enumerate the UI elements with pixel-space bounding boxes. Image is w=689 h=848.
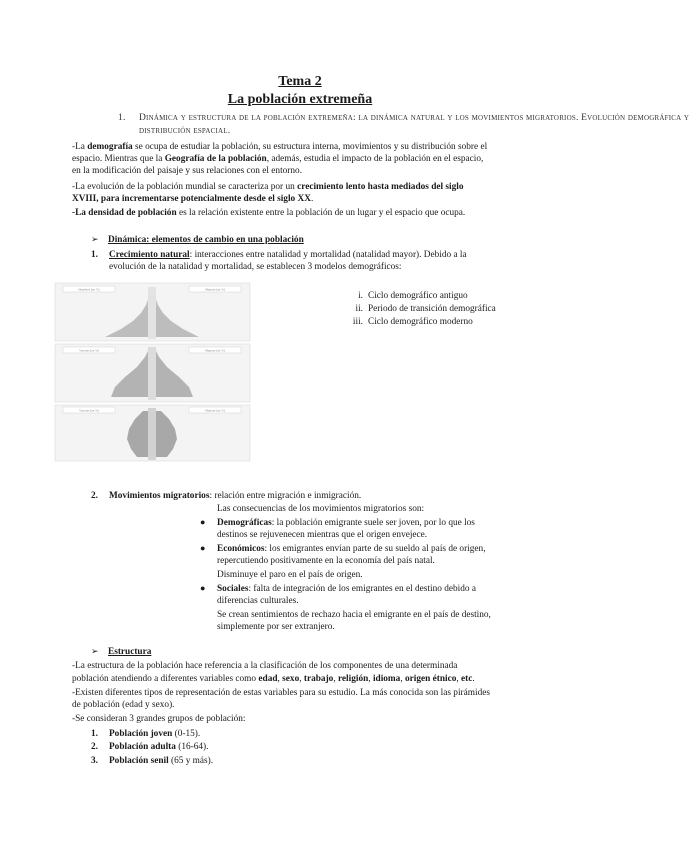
variable: idioma — [372, 674, 401, 684]
text: . — [472, 674, 475, 684]
variable: etc — [461, 674, 473, 684]
population-pyramids-image — [55, 283, 250, 463]
group-senil — [109, 755, 213, 767]
model-number: iii. — [352, 317, 363, 327]
text: , — [368, 674, 373, 684]
text: se ocupa de estudiar la población, su estructura interna, movimientos y su distribución sobre el — [132, 142, 488, 152]
bullet-title: Demográficas — [217, 518, 272, 528]
text: , — [299, 674, 304, 684]
item-movimientos-migratorios — [109, 490, 361, 502]
text: : interacciones entre natalidad y mortalidad (natalidad mayor). Debido a la — [189, 250, 467, 260]
text: , — [400, 674, 405, 684]
pyramid-label: Varones (en %) — [79, 348, 99, 353]
variable: origen étnico — [404, 674, 457, 684]
term-geografia: Geografía de la población — [164, 154, 267, 164]
consequences-intro: Las consecuencias de los movimientos migratorios son: — [217, 504, 425, 514]
model-label: Ciclo demográfico moderno — [368, 317, 473, 327]
text: , — [333, 674, 338, 684]
bullet-icon: ● — [200, 543, 206, 553]
group-number: 2. — [91, 742, 98, 752]
text: (16-64). — [175, 742, 209, 752]
pyramid-label: Hombres (en %) — [78, 287, 100, 292]
document-subtitle: La población extremeña — [227, 92, 373, 107]
heading-line2: distribución espacial. — [139, 126, 231, 136]
text: (0-15). — [172, 729, 201, 739]
bullet-title: Económicos — [217, 544, 265, 554]
item-title: Movimientos migratorios — [109, 491, 210, 501]
bullet-line: Disminuye el paro en el país de origen. — [217, 570, 363, 580]
variable: religión — [337, 674, 369, 684]
model-number: i. — [358, 291, 363, 301]
pyramid-label: Mujeres (en %) — [205, 348, 225, 353]
intro-paragraph-1-line2 — [72, 153, 483, 165]
text: (65 y más). — [168, 756, 214, 766]
estructura-paragraph-2: -Existen diferentes tipos de representación de estas variables para su estudio. La más conocida son las pirámides — [72, 688, 490, 698]
pyramid-label: Mujeres (en %) — [205, 287, 225, 292]
model-number: ii. — [355, 304, 363, 314]
variable: trabajo — [303, 674, 334, 684]
pyramid-label: Varones (en %) — [79, 408, 99, 413]
text: -La — [72, 142, 88, 152]
bullet-line: destinos se rejuvenecen mientras que el origen envejece. — [217, 530, 428, 540]
pyramids-svg — [55, 283, 250, 463]
text: : falta de integración de los emigrantes en el destino debido a — [248, 584, 476, 594]
section-title-estructura: Estructura — [108, 647, 152, 657]
item-title: Crecimiento natural — [109, 250, 190, 260]
text: : los emigrantes envían parte de su sueldo al país de origen, — [264, 544, 486, 554]
intro-paragraph-2 — [72, 181, 464, 193]
text: población atendiendo a diferentes variables como — [72, 674, 259, 684]
document-title: Tema 2 — [278, 74, 322, 89]
item-number: 1. — [91, 250, 98, 260]
intro-paragraph-2-line2 — [72, 193, 313, 205]
heading-line1: Dinámica y estructura de la población extremeña: la dinámica natural y los movimientos migratorios. Evolución demográfica y — [139, 113, 689, 123]
text: : relación entre migración e inmigración. — [209, 491, 362, 501]
text: : la población emigrante suele ser joven, por lo que los — [271, 518, 475, 528]
term-densidad: -La densidad de población — [72, 208, 177, 218]
variable: edad — [258, 674, 278, 684]
estructura-paragraph-3: -Se consideran 3 grandes grupos de población: — [72, 714, 246, 724]
bullet-icon: ● — [200, 517, 206, 527]
estructura-paragraph-2-line2: de población (edad y sexo). — [72, 700, 175, 710]
group-title: Población senil — [109, 756, 169, 766]
group-number: 1. — [91, 729, 98, 739]
group-joven — [109, 728, 200, 740]
bullet-line: repercutiendo positivamente en la economía del país natal. — [217, 556, 435, 566]
item-crecimiento-natural — [109, 249, 467, 261]
variable: sexo — [282, 674, 300, 684]
item-crecimiento-line2: evolución de la natalidad y mortalidad, se establecen 3 modelos demográficos: — [109, 262, 402, 272]
term-siglo: XVIII, para incrementarse potencialmente desde el siglo XX — [72, 194, 311, 204]
bullet-sociales — [217, 583, 476, 595]
text: . — [310, 194, 314, 204]
estructura-paragraph-1-line2 — [72, 673, 475, 685]
group-adulta — [109, 741, 208, 753]
bullet-icon: ● — [200, 583, 206, 593]
group-title: Población joven — [109, 729, 173, 739]
bullet-demograficas — [217, 517, 475, 529]
arrow-bullet-icon: ➢ — [91, 234, 99, 244]
text: -La evolución de la población mundial se caracteriza por un — [72, 182, 298, 192]
term-crecimiento: crecimiento lento hasta mediados del siglo — [297, 182, 464, 192]
bullet-title: Sociales — [217, 584, 249, 594]
text: es la relación existente entre la población de un lugar y el espacio que ocupa. — [176, 208, 466, 218]
bullet-line: Se crean sentimientos de rechazo hacia el emigrante en el país de destino, — [217, 610, 491, 620]
section-title-dinamica: Dinámica: elementos de cambio en una población — [108, 235, 304, 245]
model-label: Periodo de transición demográfica — [368, 304, 496, 314]
estructura-paragraph-1: -La estructura de la población hace referencia a la clasificación de los componentes de una determinada — [72, 661, 458, 671]
bullet-economicos — [217, 543, 486, 555]
text: espacio. Mientras que la — [72, 154, 165, 164]
arrow-bullet-icon: ➢ — [91, 646, 99, 656]
bullet-line: simplemente por ser extranjero. — [217, 622, 335, 632]
group-title: Población adulta — [109, 742, 176, 752]
group-number: 3. — [91, 756, 98, 766]
text: , — [277, 674, 283, 684]
term-demografia: demografía — [87, 142, 133, 152]
intro-paragraph-1 — [72, 141, 487, 153]
text: , — [456, 674, 462, 684]
bullet-line: diferencias culturales. — [217, 596, 299, 606]
pyramid-label: Mujeres (en %) — [205, 408, 225, 413]
text: , además, estudia el impacto de la población en el espacio, — [266, 154, 484, 164]
heading-number: 1. — [118, 113, 126, 123]
intro-paragraph-1-line3: en la modificación del paisaje y sus relaciones con el entorno. — [72, 166, 303, 176]
model-label: Ciclo demográfico antiguo — [368, 291, 468, 301]
intro-paragraph-3 — [72, 207, 465, 219]
item-number: 2. — [91, 491, 98, 501]
